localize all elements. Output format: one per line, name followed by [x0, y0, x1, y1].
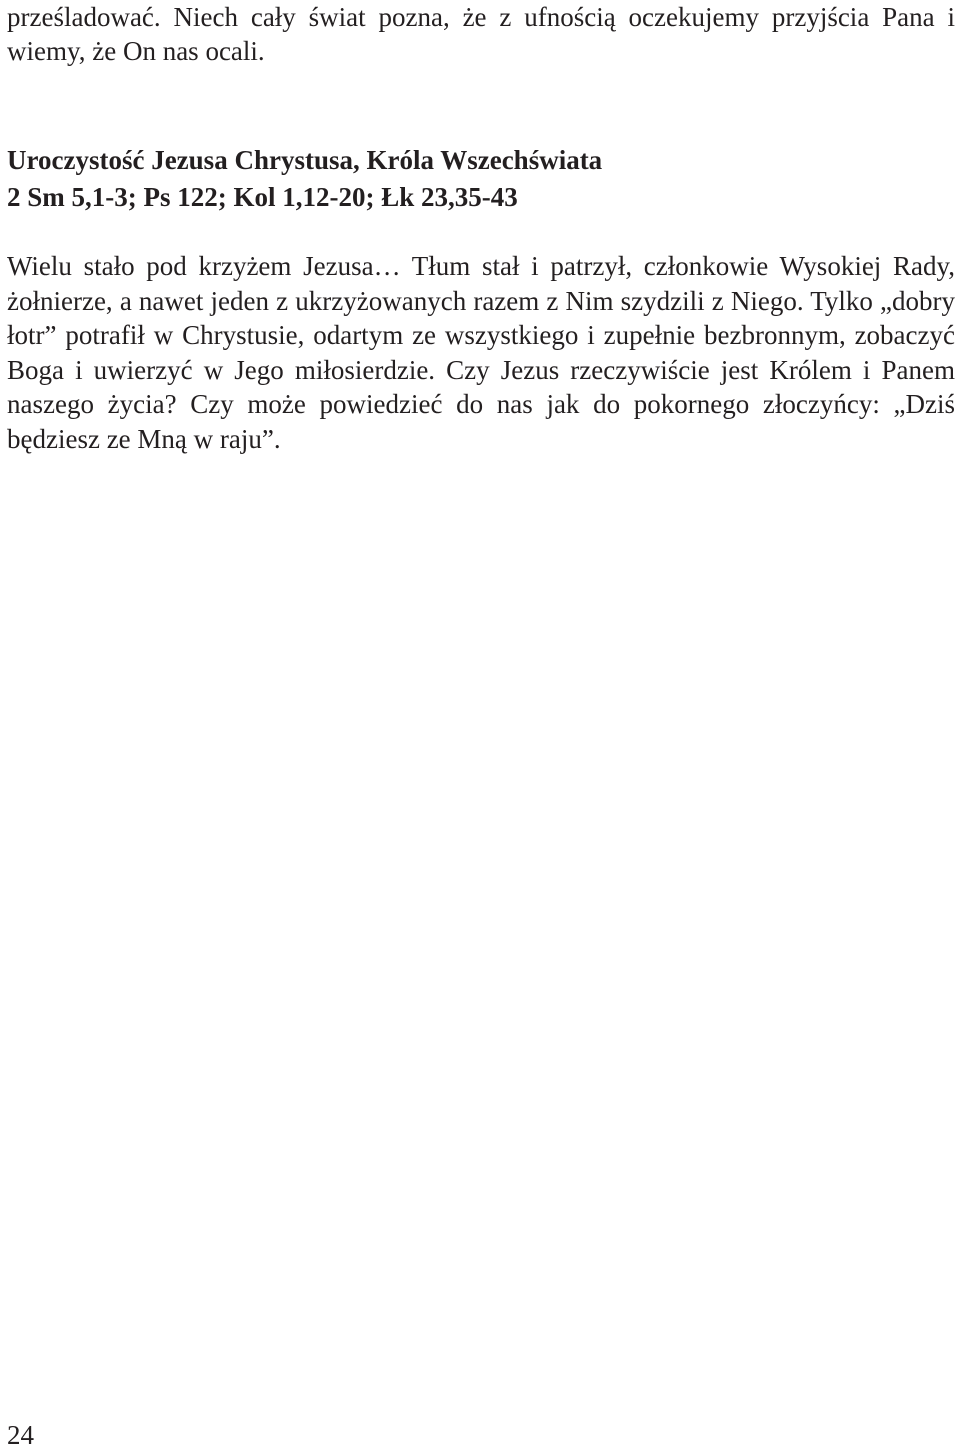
section-title: Uroczystość Jezusa Chrystusa, Króla Wszechświata [7, 145, 603, 175]
page-number: 24 [7, 1420, 34, 1450]
scripture-readings: 2 Sm 5,1-3; Ps 122; Kol 1,12-20; Łk 23,35-43 [7, 182, 518, 212]
reflection-paragraph: Wielu stało pod krzyżem Jezusa… Tłum stał i patrzył, członkowie Wysokiej Rady, żołnierze, a nawet jeden z ukrzyżowanych razem z Nim szydzili z Niego. Tylko „dobry łotr” potrafił w Chrystusie, odartym ze wszystkiego i zupełnie bezbronnym, zobaczyć Boga i uwierzyć w Jego miłosierdzie. Czy Jezus rzeczywiście jest Królem i Panem naszego życia? Czy może powiedzieć do nas jak do pokornego złoczyńcy: „Dziś będziesz ze Mną w raju”. [7, 251, 955, 454]
intro-paragraph: prześladować. Niech cały świat pozna, że z ufnością oczekujemy przyjścia Pana i wiemy, że On nas ocali. [7, 2, 955, 66]
section-heading [7, 142, 955, 216]
